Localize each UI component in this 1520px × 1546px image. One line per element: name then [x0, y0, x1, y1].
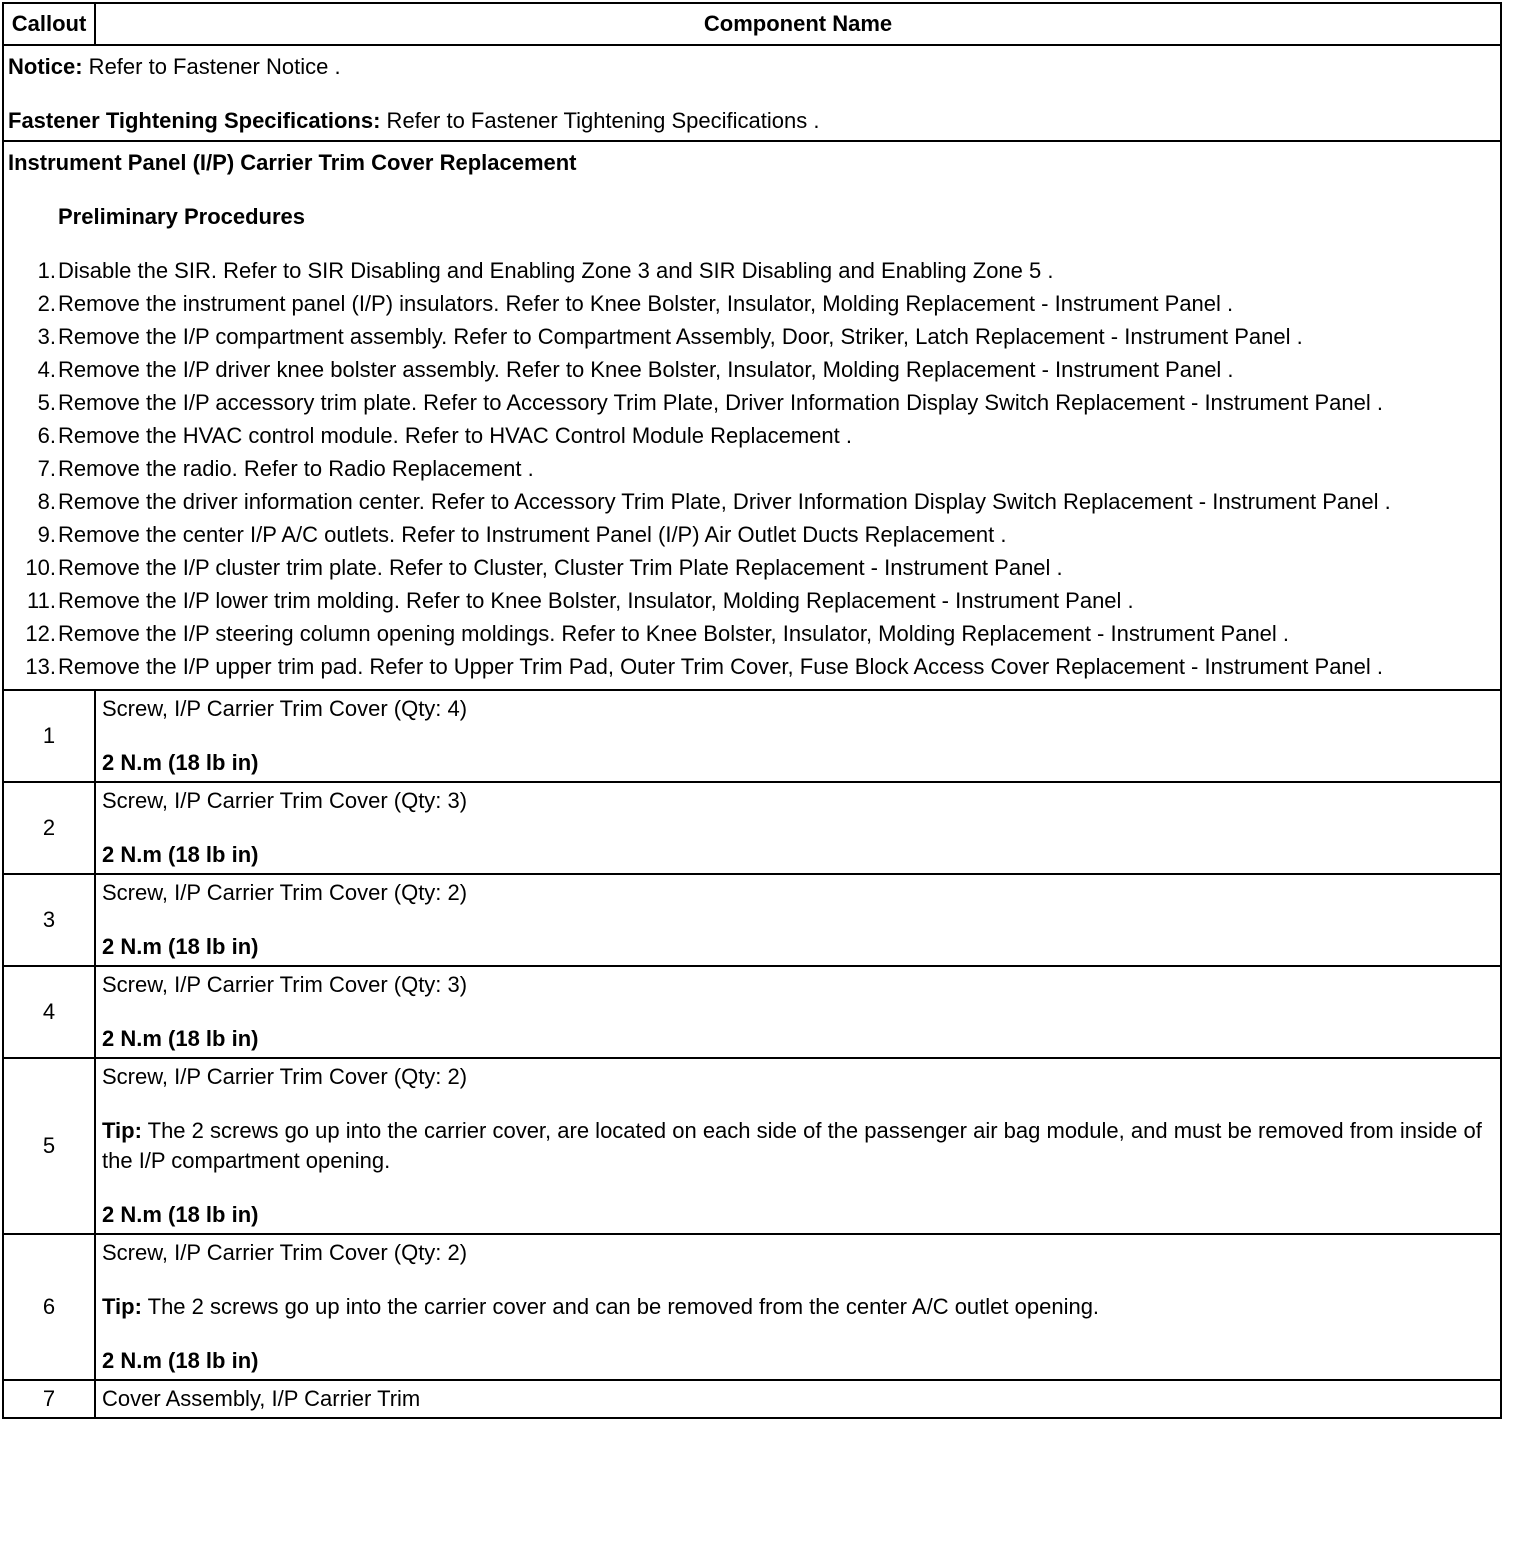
notice-row	[4, 44, 1500, 140]
tip-label: Tip:	[102, 1294, 142, 1319]
step-number: 4.	[37, 357, 56, 382]
step-text: Remove the center I/P A/C outlets. Refer to Instrument Panel (I/P) Air Outlet Ducts Replacement .	[58, 522, 1007, 547]
component-name-header: Component Name	[703, 11, 893, 36]
spec-text: Refer to Fastener Tightening Specifications .	[380, 108, 820, 133]
callout-number: 6	[4, 1235, 96, 1379]
callout-number: 1	[4, 691, 96, 781]
step-text: Remove the radio. Refer to Radio Replacement .	[58, 456, 534, 481]
step-number: 6.	[37, 423, 56, 448]
callout-number: 3	[4, 875, 96, 965]
callout-number: 5	[4, 1059, 96, 1233]
component-cell	[96, 1235, 1500, 1379]
procedure-title: Instrument Panel (I/P) Carrier Trim Cover Replacement	[8, 150, 577, 175]
step-item	[8, 388, 1496, 418]
spec-label: Fastener Tightening Specifications:	[8, 108, 381, 133]
step-item	[8, 454, 1496, 484]
step-item	[8, 487, 1496, 517]
step-number: 2.	[37, 291, 56, 316]
component-cell	[96, 875, 1500, 965]
component-cell	[96, 1381, 1500, 1417]
notice-line	[8, 52, 1496, 82]
component-name: Screw, I/P Carrier Trim Cover (Qty: 3)	[102, 972, 468, 997]
step-number: 10.	[25, 555, 56, 580]
step-text: Remove the driver information center. Refer to Accessory Trim Plate, Driver Information Display Switch Replacement - Instrument Panel .	[58, 489, 1391, 514]
step-number: 9.	[37, 522, 56, 547]
component-name: Screw, I/P Carrier Trim Cover (Qty: 3)	[102, 788, 468, 813]
component-name: Cover Assembly, I/P Carrier Trim	[102, 1386, 421, 1411]
step-number: 1.	[37, 258, 56, 283]
step-item	[8, 586, 1496, 616]
component-name: Screw, I/P Carrier Trim Cover (Qty: 2)	[102, 1240, 468, 1265]
table-header	[4, 4, 1500, 44]
spec-line	[8, 106, 1496, 136]
step-number: 13.	[25, 654, 56, 679]
component-cell	[96, 691, 1500, 781]
torque-spec: 2 N.m (18 lb in)	[102, 1348, 259, 1373]
step-text: Disable the SIR. Refer to SIR Disabling and Enabling Zone 3 and SIR Disabling and Enabling Zone 5 .	[58, 258, 1054, 283]
tip-line	[102, 1292, 1494, 1322]
step-item	[8, 553, 1496, 583]
step-number: 11.	[27, 588, 56, 613]
step-text: Remove the I/P accessory trim plate. Refer to Accessory Trim Plate, Driver Information Display Switch Replacement - Instrument Panel .	[58, 390, 1383, 415]
notice-label: Notice:	[8, 54, 83, 79]
step-item	[8, 289, 1496, 319]
callout-header: Callout	[4, 4, 96, 44]
step-text: Remove the instrument panel (I/P) insulators. Refer to Knee Bolster, Insulator, Molding Replacement - Instrument Panel .	[58, 291, 1234, 316]
torque-spec: 2 N.m (18 lb in)	[102, 934, 259, 959]
torque-spec: 2 N.m (18 lb in)	[102, 750, 259, 775]
step-text: Remove the HVAC control module. Refer to HVAC Control Module Replacement .	[58, 423, 852, 448]
table-row	[4, 1233, 1500, 1379]
step-text: Remove the I/P lower trim molding. Refer to Knee Bolster, Insulator, Molding Replacement - Instrument Panel .	[58, 588, 1134, 613]
table-row	[4, 1057, 1500, 1233]
step-text: Remove the I/P compartment assembly. Refer to Compartment Assembly, Door, Striker, Latch Replacement - Instrument Panel .	[58, 324, 1303, 349]
step-text: Remove the I/P steering column opening moldings. Refer to Knee Bolster, Insulator, Molding Replacement - Instrument Panel .	[58, 621, 1290, 646]
component-cell	[96, 783, 1500, 873]
step-number: 12.	[25, 621, 56, 646]
table-row	[4, 873, 1500, 965]
tip-text: The 2 screws go up into the carrier cover and can be removed from the center A/C outlet opening.	[141, 1294, 1100, 1319]
component-name: Screw, I/P Carrier Trim Cover (Qty: 2)	[102, 880, 468, 905]
step-text: Remove the I/P driver knee bolster assembly. Refer to Knee Bolster, Insulator, Molding Replacement - Instrument Panel .	[58, 357, 1234, 382]
callout-number: 7	[4, 1381, 96, 1417]
step-text: Remove the I/P cluster trim plate. Refer to Cluster, Cluster Trim Plate Replacement - Instrument Panel .	[58, 555, 1063, 580]
procedure-subtitle: Preliminary Procedures	[58, 204, 306, 229]
step-number: 5.	[37, 390, 56, 415]
torque-spec: 2 N.m (18 lb in)	[102, 1026, 259, 1051]
step-number: 8.	[37, 489, 56, 514]
torque-spec: 2 N.m (18 lb in)	[102, 1202, 259, 1227]
table-row	[4, 965, 1500, 1057]
component-cell	[96, 1059, 1500, 1233]
component-table	[2, 2, 1502, 1419]
step-number: 3.	[37, 324, 56, 349]
steps-list	[8, 256, 1496, 682]
step-item	[8, 619, 1496, 649]
step-item	[8, 322, 1496, 352]
table-row	[4, 689, 1500, 781]
procedure-row	[4, 140, 1500, 689]
component-name: Screw, I/P Carrier Trim Cover (Qty: 2)	[102, 1064, 468, 1089]
component-cell	[96, 967, 1500, 1057]
step-text: Remove the I/P upper trim pad. Refer to Upper Trim Pad, Outer Trim Cover, Fuse Block Access Cover Replacement - Instrument Panel .	[58, 654, 1384, 679]
table-row	[4, 781, 1500, 873]
notice-text: Refer to Fastener Notice .	[82, 54, 341, 79]
tip-label: Tip:	[102, 1118, 142, 1143]
tip-text: The 2 screws go up into the carrier cover, are located on each side of the passenger air bag module, and must be removed from inside of the I/P compartment opening.	[102, 1118, 1482, 1173]
step-item	[8, 520, 1496, 550]
callout-number: 4	[4, 967, 96, 1057]
step-item	[8, 355, 1496, 385]
torque-spec: 2 N.m (18 lb in)	[102, 842, 259, 867]
tip-line	[102, 1116, 1494, 1176]
component-name: Screw, I/P Carrier Trim Cover (Qty: 4)	[102, 696, 468, 721]
table-row	[4, 1379, 1500, 1417]
step-number: 7.	[37, 456, 56, 481]
step-item	[8, 421, 1496, 451]
step-item	[8, 652, 1496, 682]
callout-number: 2	[4, 783, 96, 873]
step-item	[8, 256, 1496, 286]
